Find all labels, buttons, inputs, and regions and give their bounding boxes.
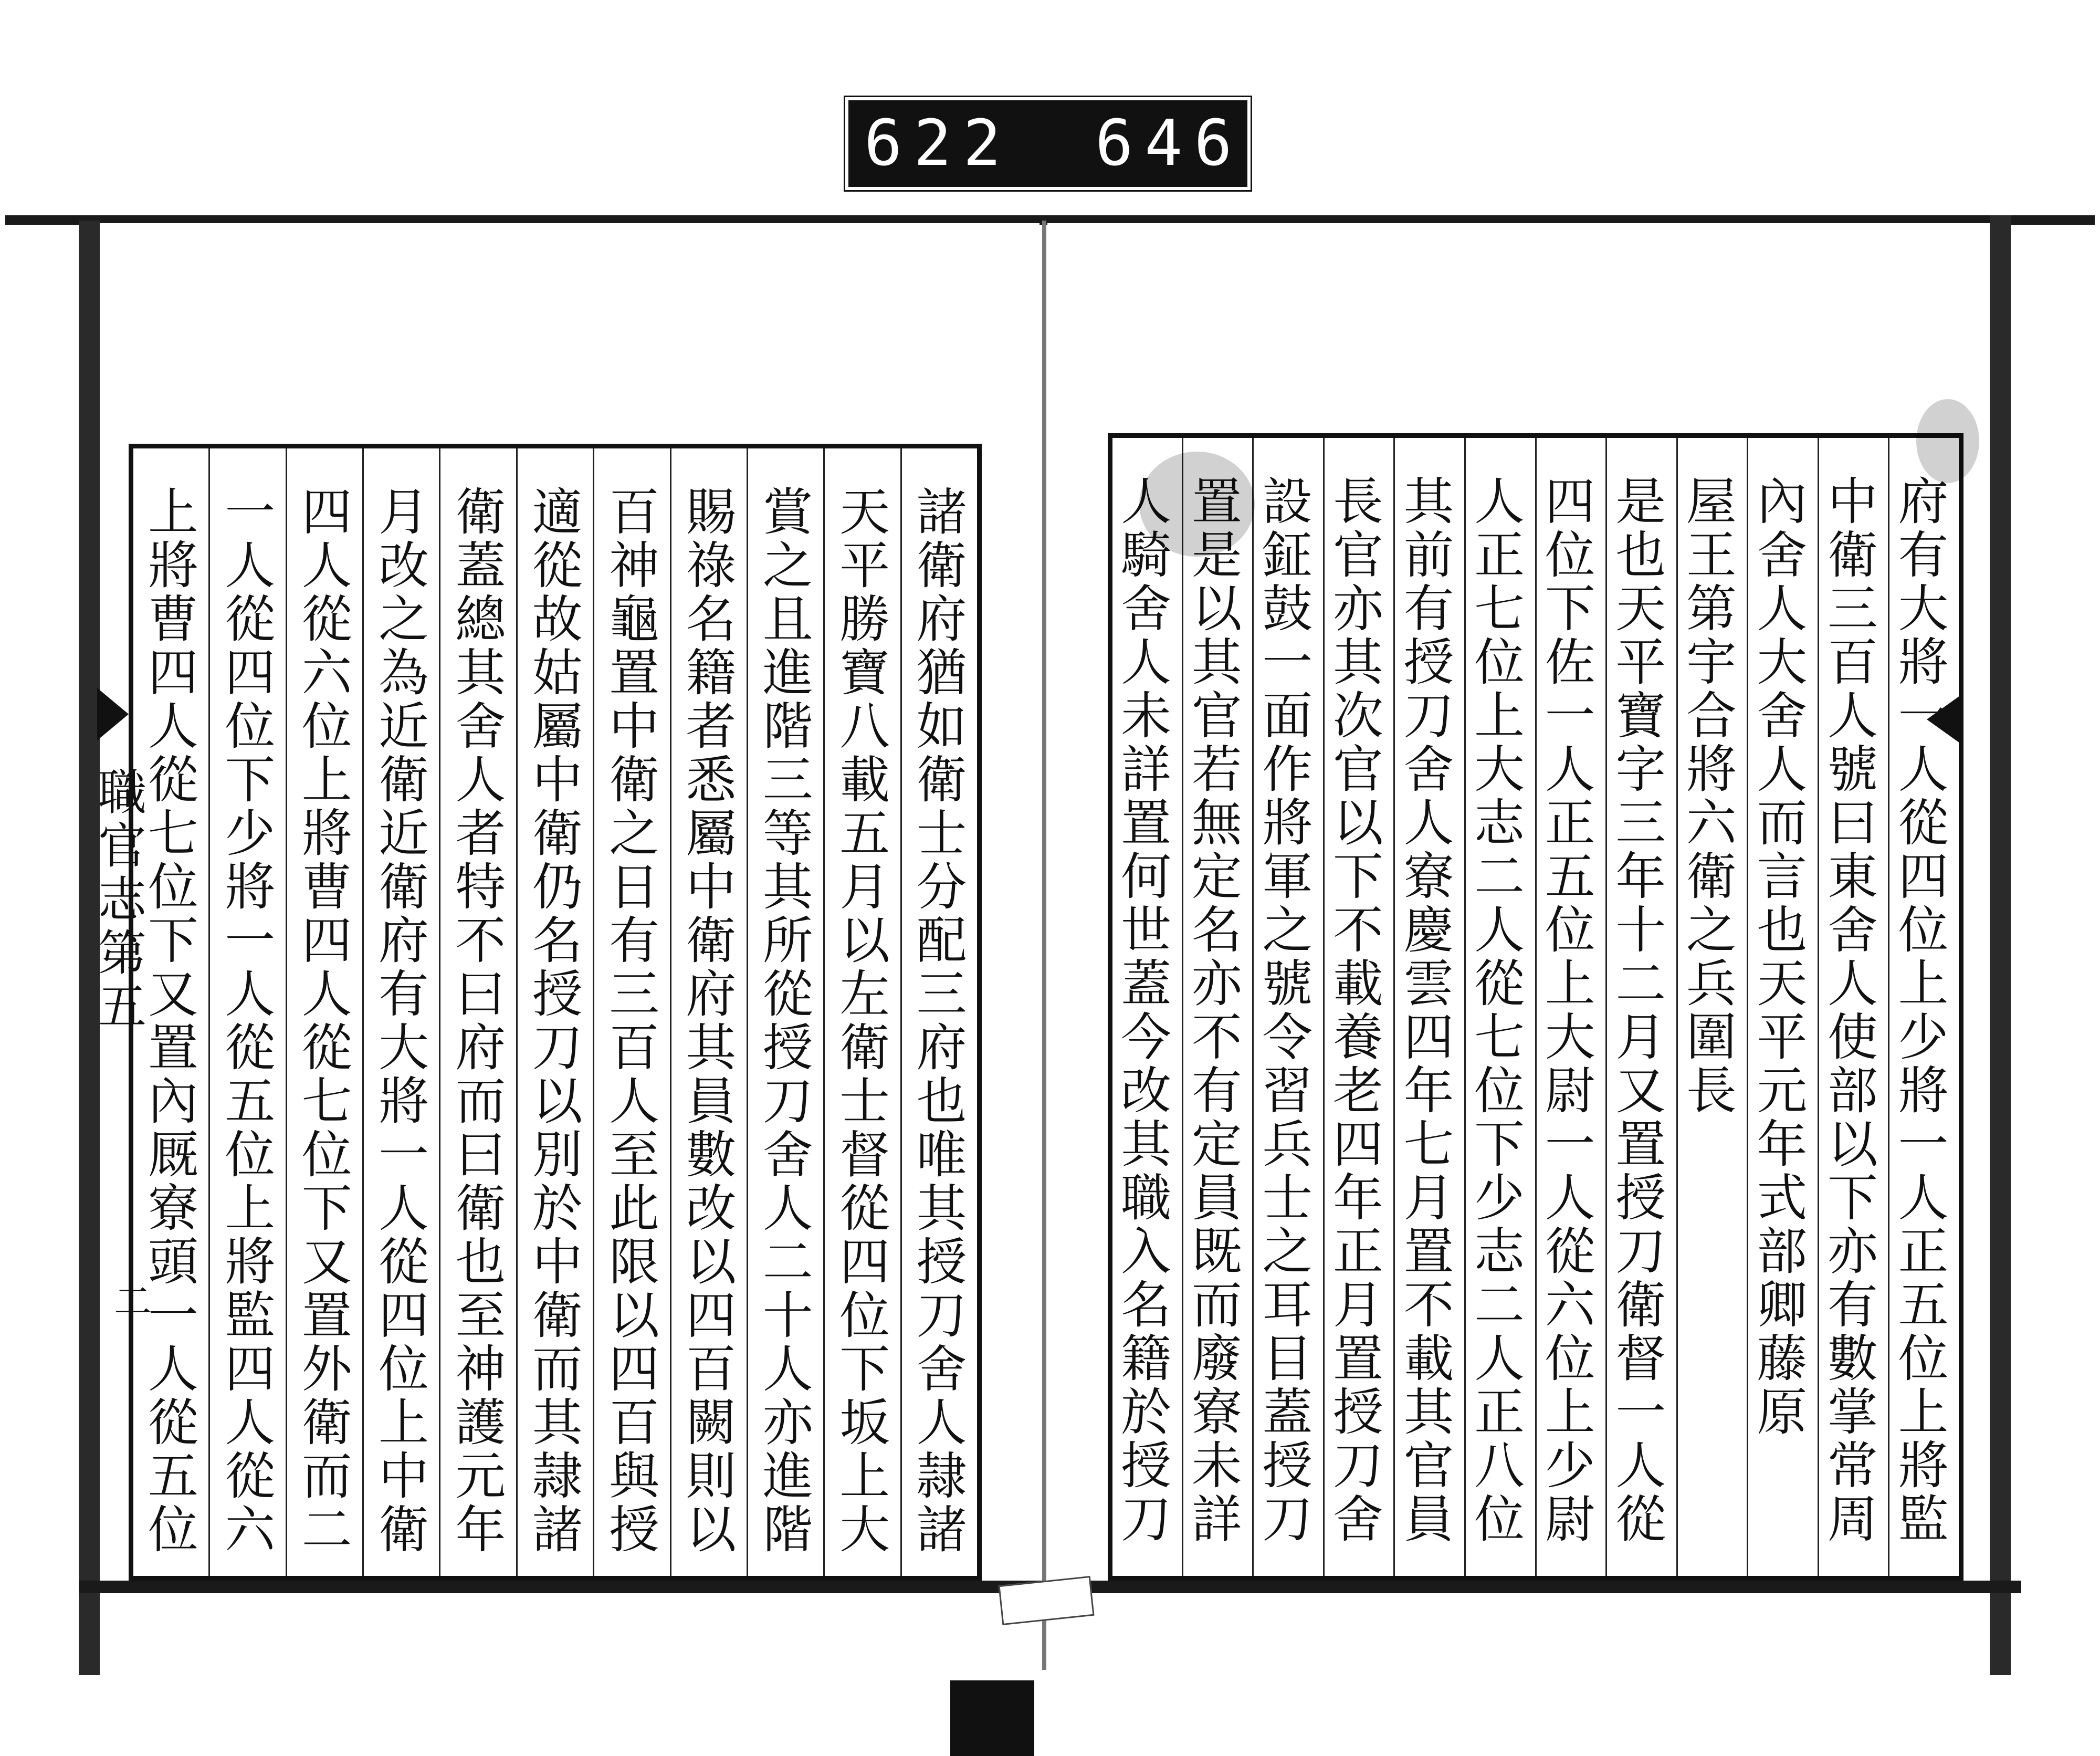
- ink-stamp-smudge: [1139, 452, 1255, 557]
- margin-folio: 二: [108, 1281, 152, 1319]
- text-column: 四位下佐一人正五位上大尉一人從六位上少尉: [1535, 438, 1606, 1576]
- text-column: 上將曹四人從七位下又置內厩寮頭一人從五位: [140, 485, 199, 1556]
- text-column: 中衛三百人號曰東舍人使部以下亦有數掌常周: [1818, 438, 1888, 1576]
- frame-number-right: 646: [1095, 107, 1244, 180]
- text-column: 置是以其官若無定名亦不有定員既而廢寮未詳: [1182, 438, 1253, 1576]
- text-column: 百神龜置中衛之日有三百人至此限以四百與授: [593, 448, 669, 1576]
- text-column: 人正七位上大志二人從七位下少志二人正八位: [1464, 438, 1535, 1576]
- right-text-block: [1108, 433, 1964, 1581]
- text-column: 內舍人大舍人而言也天平元年式部卿藤原: [1747, 438, 1818, 1576]
- text-column: 天平勝寶八載五月以左衛士督從四位下坂上大: [823, 448, 900, 1576]
- text-column: 適從故姑屬中衛仍名授刀以別於中衛而其隷諸: [516, 448, 593, 1576]
- text-column: 四人從六位上將曹四人從七位下又置外衛而二: [286, 448, 362, 1576]
- text-column: 衛蓋總其舍人者特不曰府而曰衛也至神護元年: [439, 448, 516, 1576]
- frame-number-left: 622: [864, 107, 1013, 180]
- text-column: 屋王第宇合將六衛之兵圍長: [1676, 438, 1747, 1576]
- text-column: 月改之為近衛近衛府有大將一人從四位上中衛: [362, 448, 439, 1576]
- text-column: 諸衛府猶如衛士分配三府也唯其授刀舍人隷諸: [900, 448, 977, 1576]
- book-gutter: [1042, 221, 1046, 1670]
- text-column: 一人從四位下少將一人從五位上將監四人從六: [208, 448, 285, 1576]
- right-board-edge: [1990, 215, 2011, 1675]
- margin-title: 職官志第五: [90, 767, 146, 1034]
- text-column: 賜祿名籍者悉屬中衛府其員數改以四百闕則以: [670, 448, 747, 1576]
- left-text-block: [129, 444, 982, 1581]
- binding-clip: [950, 1680, 1034, 1756]
- text-column: 是也天平寶字三年十二月又置授刀衛督一人從: [1605, 438, 1676, 1576]
- text-column: 長官亦其次官以下不載養老四年正月置授刀舍: [1323, 438, 1394, 1576]
- text-column: 府有大將一人從四位上少將一人正五位上將監: [1888, 438, 1959, 1576]
- text-column: 人騎舍人未詳置何世蓋今改其職入名籍於授刀: [1112, 475, 1172, 1546]
- text-column: 其前有授刀舍人寮慶雲四年七月置不載其官員: [1393, 438, 1464, 1576]
- text-column: 設鉦鼓一面作將軍之號令習兵士之耳目蓋授刀: [1252, 438, 1323, 1576]
- fish-tail-mark-left: [97, 688, 129, 740]
- ink-smudge: [1916, 399, 1979, 483]
- frame-number-plate: [845, 97, 1251, 190]
- text-column: 賞之且進階三等其所從授刀舍人二十人亦進階: [747, 448, 823, 1576]
